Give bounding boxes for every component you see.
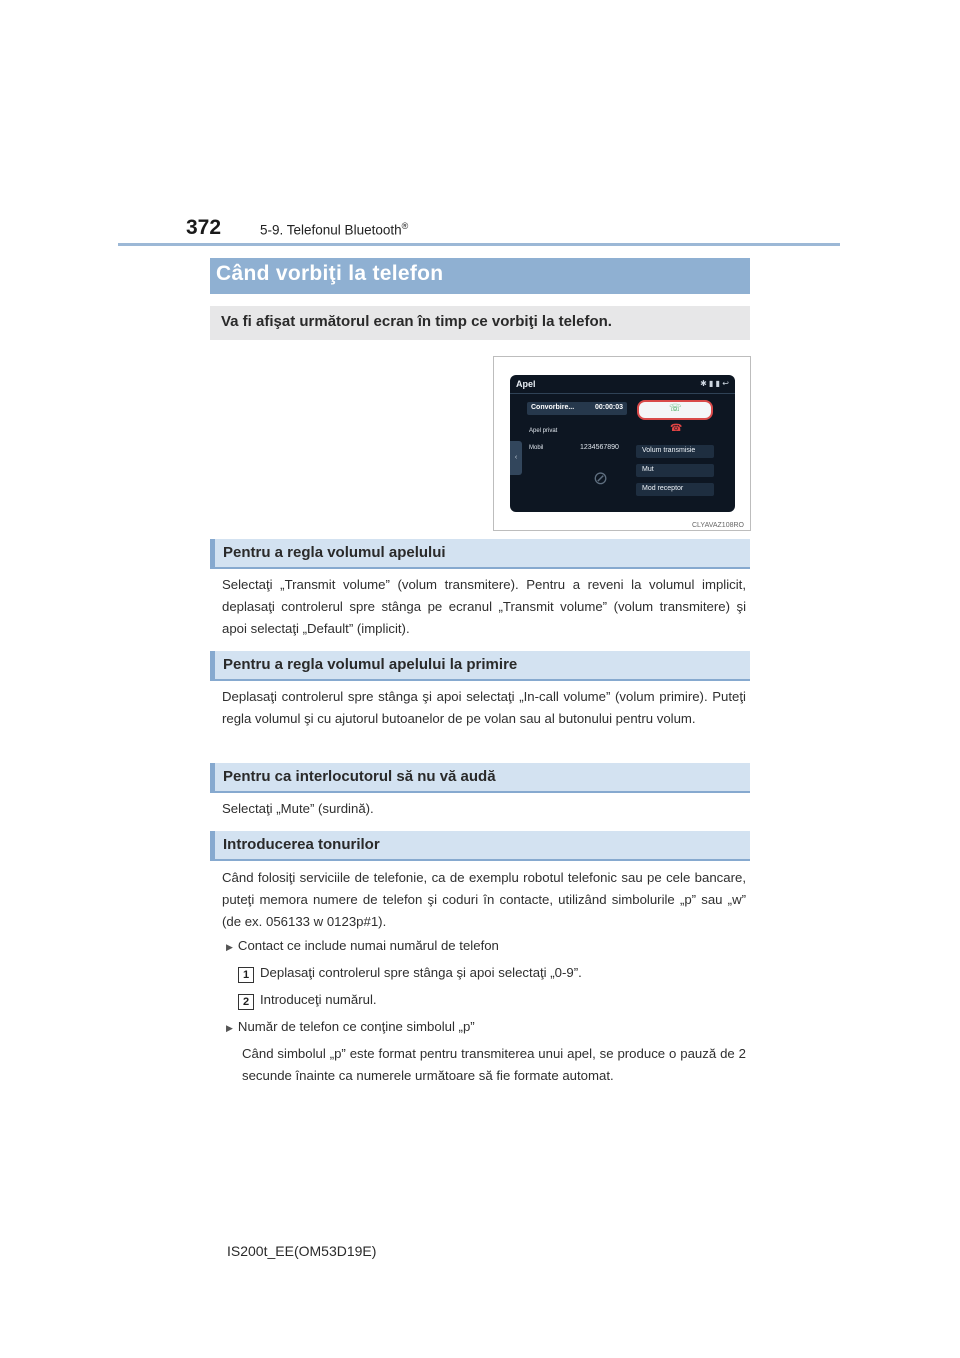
- phone-number: 1234567890: [580, 444, 619, 451]
- bullet-p-symbol-text: Număr de telefon ce conţine simbolul „p”: [237, 1019, 475, 1034]
- image-code: CLYAVAZ108RO: [691, 522, 744, 529]
- step-number-1: 1: [238, 967, 254, 983]
- bullet-phone-only-text: Contact ce include numai numărul de telefon: [237, 938, 499, 953]
- subhead-title: Introducerea tonurilor: [223, 836, 380, 853]
- call-timer: 00:00:03: [594, 404, 623, 411]
- paragraph-p-symbol: Când simbolul „p” este format pentru transmiterea unui apel, se produce o pauză de 2 secunde înainte ca numerele următoare să fie formate automat.: [242, 1046, 746, 1083]
- status-icons: ✱ ▮ ▮ ↩: [700, 379, 729, 388]
- subhead-incall-volume: [210, 651, 750, 681]
- call-status-label: Convorbire...: [531, 404, 575, 411]
- transmit-volume-label: Volum transmisie: [642, 447, 696, 454]
- screen-title: Apel: [516, 379, 536, 389]
- header-rule: [118, 243, 840, 246]
- chapter-title: [260, 221, 408, 238]
- subhead-title: Pentru ca interlocutorul să nu vă audă: [223, 768, 496, 785]
- side-tab: [510, 441, 522, 475]
- call-screen: [510, 375, 735, 512]
- subhead-title: Pentru a regla volumul apelului: [223, 544, 446, 561]
- section-title-bar: [210, 258, 750, 294]
- mobile-label: Mobil: [529, 445, 544, 451]
- bullet-p-symbol: [226, 1019, 475, 1034]
- end-call-icon: ☎: [670, 423, 683, 434]
- paragraph-tones: Când folosiţi serviciile de telefonie, ca de exemplu robotul telefonic sau pe cele bancare, puteţi memora numere de telefon şi coduri în contacte, utilizând simbolurile „p” sau „w” (de ex. 056133 w 0123p#1).: [222, 870, 746, 929]
- page-number: 372: [186, 216, 222, 239]
- receiver-mode-button: [636, 483, 714, 496]
- screen-divider: [510, 393, 735, 394]
- subhead-call-volume: [210, 539, 750, 569]
- paragraph-call-volume: Selectaţi „Transmit volume” (volum transmitere). Pentru a reveni la volumul implicit, deplasaţi controlerul spre stânga pe ecranul „Transmit volume” (volum transmitere) şi apoi selectaţi „Default” (implicit).: [222, 577, 746, 636]
- registered-mark: ®: [401, 221, 409, 231]
- private-call-label: Apel privat: [529, 428, 558, 434]
- call-status: [527, 402, 627, 415]
- intro-box: [210, 306, 750, 340]
- mute-icon: ⊘: [593, 468, 609, 488]
- transmit-volume-button: [636, 445, 714, 458]
- paragraph-mute: Selectaţi „Mute” (surdină).: [222, 801, 374, 816]
- triangle-bullet-icon: ▶: [226, 942, 233, 952]
- phone-icon: ☏: [669, 403, 682, 414]
- accept-call-button: [637, 400, 713, 420]
- section-title: Când vorbiţi la telefon: [216, 262, 444, 285]
- triangle-bullet-icon: ▶: [226, 1023, 233, 1033]
- receiver-mode-label: Mod receptor: [642, 485, 684, 492]
- intro-text: Va fi afişat următorul ecran în timp ce vorbiţi la telefon.: [221, 313, 612, 330]
- mute-button: [636, 464, 714, 477]
- chevron-left-icon: ‹: [514, 454, 518, 461]
- step-2-text: Introduceţi numărul.: [260, 992, 377, 1007]
- mute-label: Mut: [642, 466, 654, 473]
- chapter-title-text: 5-9. Telefonul Bluetooth: [260, 222, 402, 238]
- subhead-tones: [210, 831, 750, 861]
- paragraph-incall-volume: Deplasaţi controlerul spre stânga şi apoi selectaţi „In-call volume” (volum primire). Puteţi regla volumul şi cu ajutorul butoanelor de pe volan sau al butonului pentru volum.: [222, 689, 746, 726]
- subhead-title: Pentru a regla volumul apelului la primire: [223, 656, 518, 673]
- subhead-mute: [210, 763, 750, 793]
- screen-illustration: [493, 356, 751, 531]
- step-1-text: Deplasaţi controlerul spre stânga şi apoi selectaţi „0-9”.: [260, 965, 582, 980]
- step-number-2: 2: [238, 994, 254, 1010]
- bullet-phone-only: [226, 938, 499, 953]
- manual-code: IS200t_EE(OM53D19E): [227, 1243, 377, 1259]
